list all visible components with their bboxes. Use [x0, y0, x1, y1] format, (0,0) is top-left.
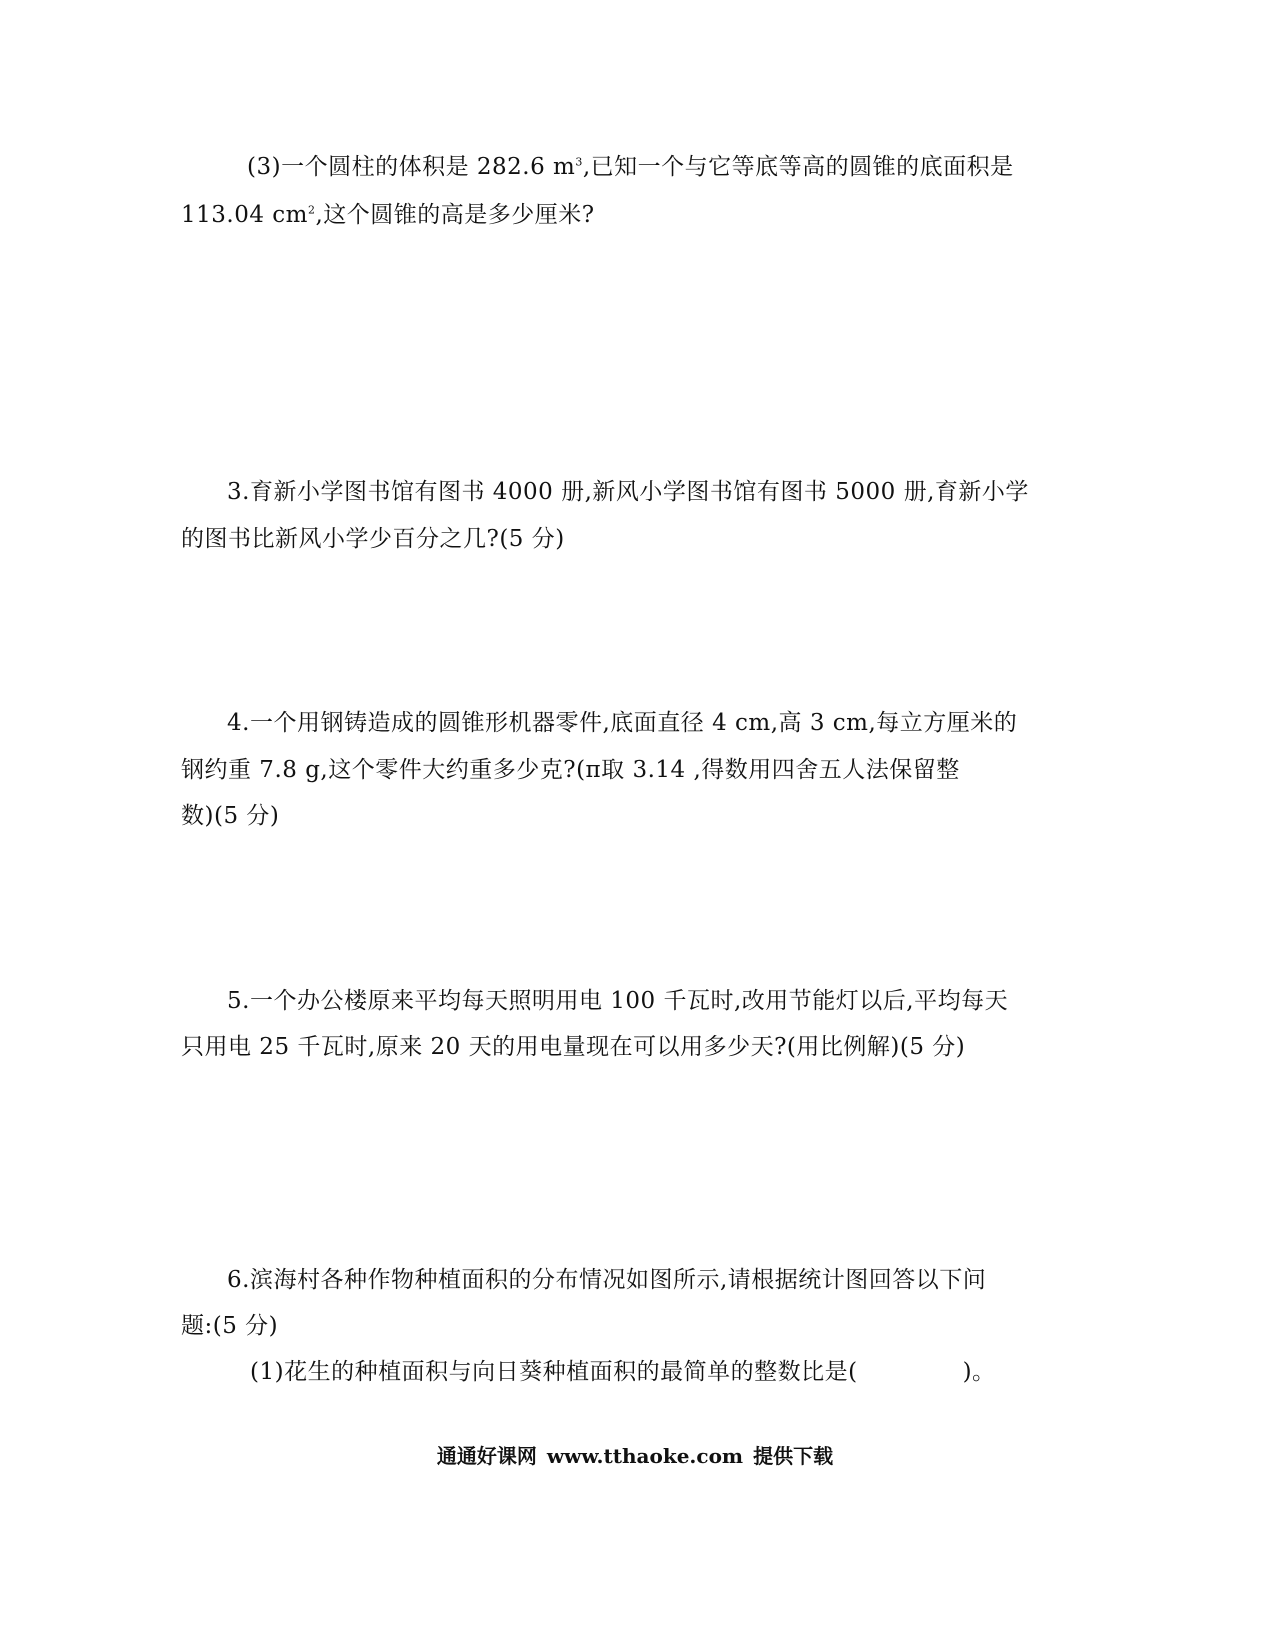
question-text: )。: [962, 1359, 996, 1385]
question-5-line-2: 只用电 25 千瓦时,原来 20 天的用电量现在可以用多少天?(用比例解)(5 分): [181, 1034, 966, 1060]
question-text: 113.04 cm: [181, 202, 308, 228]
question-6-sub-1: [250, 1357, 996, 1387]
question-4-line-3: 数)(5 分): [181, 803, 280, 829]
footer-site-name: 通通好课网: [436, 1444, 537, 1468]
question-5-line-1: 5.一个办公楼原来平均每天照明用电 100 千瓦时,改用节能灯以后,平均每天: [227, 988, 1009, 1014]
question-text: (3)一个圆柱的体积是 282.6 m: [247, 154, 576, 180]
question-text: (1)花生的种植面积与向日葵种植面积的最简单的整数比是(: [250, 1359, 858, 1385]
question-text: ,这个圆锥的高是多少厘米?: [315, 202, 595, 228]
question-6-line-1: 6.滨海村各种作物种植面积的分布情况如图所示,请根据统计图回答以下问: [227, 1267, 987, 1293]
footer: [0, 1443, 1270, 1469]
superscript: 2: [307, 203, 316, 217]
question-2-3-line-2: [181, 200, 595, 230]
footer-download-text: 提供下载: [753, 1444, 834, 1468]
superscript: 3: [575, 155, 583, 169]
question-4-line-2: 钢约重 7.8 g,这个零件大约重多少克?(π取 3.14 ,得数用四舍五人法保留整: [181, 757, 960, 783]
question-text: ,已知一个与它等底等高的圆锥的底面积是: [582, 154, 1014, 180]
question-6-line-2: 题:(5 分): [181, 1313, 279, 1339]
footer-url: www.tthaoke.com: [546, 1444, 744, 1468]
question-4-line-1: 4.一个用钢铸造成的圆锥形机器零件,底面直径 4 cm,高 3 cm,每立方厘米的: [227, 710, 1018, 736]
question-3-line-1: 3.育新小学图书馆有图书 4000 册,新风小学图书馆有图书 5000 册,育新小学: [227, 479, 1029, 505]
question-2-3-line-1: [247, 152, 1014, 182]
question-3-line-2: 的图书比新风小学少百分之几?(5 分): [181, 526, 565, 552]
